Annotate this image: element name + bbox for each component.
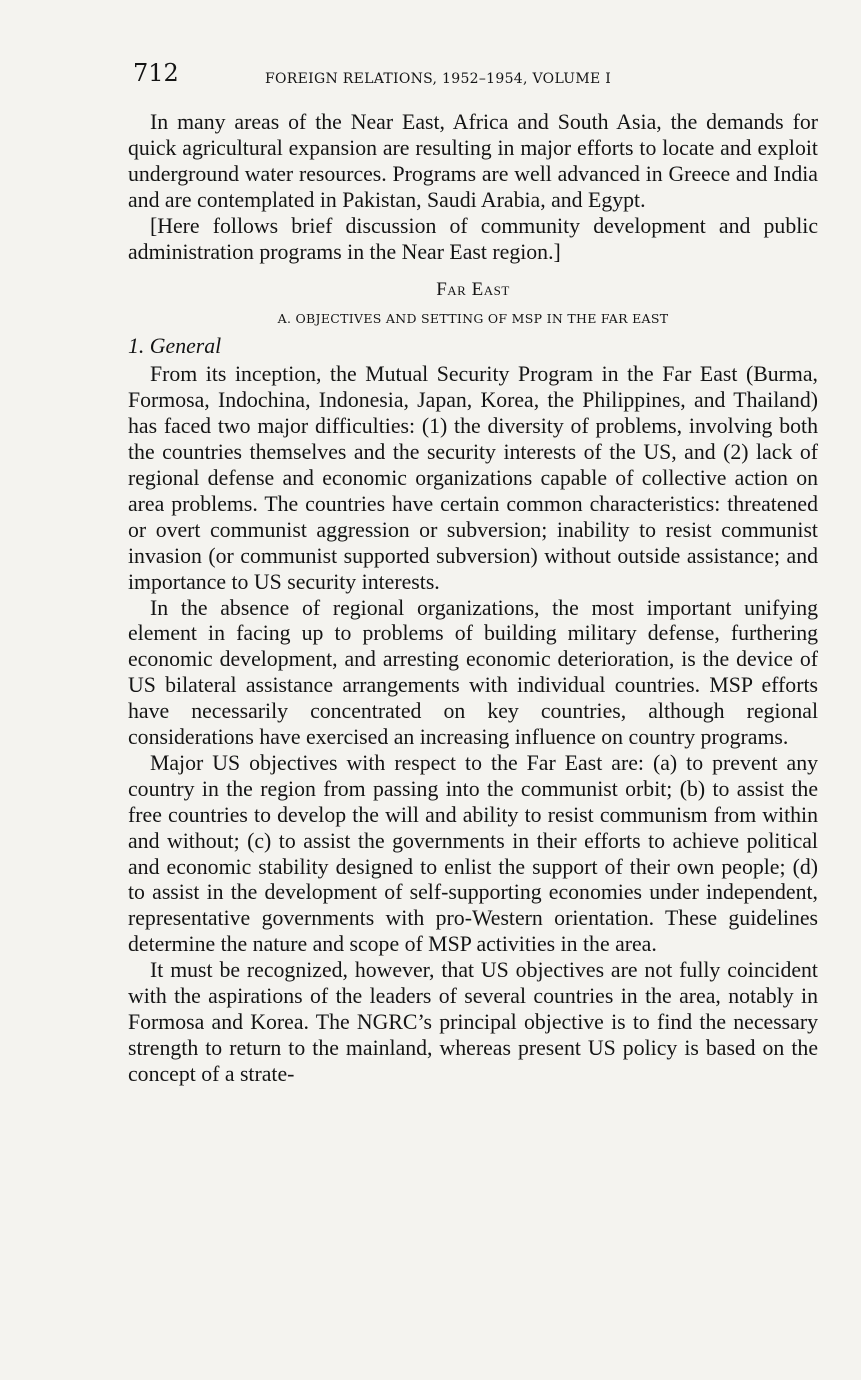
running-head: FOREIGN RELATIONS, 1952–1954, VOLUME I <box>265 71 612 87</box>
subsection-heading: 1. General <box>128 334 222 359</box>
paragraph: Major US objectives with respect to the Far East are: (a) to prevent any country in the region from passing into the communist orbit; (b) to assist the free countries to develop the will and ability to resist communism from within and without; (c) to assist the governments in their efforts to achieve political and economic stability designed to enlist the support of their own people; (d) to assist in the development of self-supporting economies under independent, representative governments with pro-Western orientation. These guidelines determine the nature and scope of MSP activities in the area. <box>128 750 818 957</box>
page-body <box>128 110 818 1088</box>
page-header <box>133 58 823 92</box>
section-title: Far East <box>436 279 510 301</box>
paragraph: It must be recognized, however, that US objectives are not fully coincident with the aspirations of the leaders of several countries in the area, notably in Formosa and Korea. The NGRC’s principal objective is to find the necessary strength to return to the mainland, whereas present US policy is based on the concept of a strate- <box>128 958 818 1086</box>
paragraph: From its inception, the Mutual Security Program in the Far East (Burma, Formosa, Indochina, Indonesia, Japan, Korea, the Philippines, and Thailand) has faced two major difficulties: (1) the diversity of problems, involving both the countries themselves and the security interests of the US, and (2) lack of regional defense and economic organizations capable of collective action on area problems. The countries have certain common characteristics: threatened or overt communist aggression or subversion; inability to resist communist invasion (or communist supported subversion) without outside assistance; and importance to US security interests. <box>128 362 818 594</box>
paragraph: In many areas of the Near East, Africa and South Asia, the demands for quick agricultural expansion are resulting in major efforts to locate and exploit underground water resources. Programs are well advanced in Greece and India and are contemplated in Pakistan, Saudi Arabia, and Egypt. <box>128 110 818 212</box>
section-subtitle: A. OBJECTIVES AND SETTING OF MSP IN THE FAR EAST <box>277 311 669 327</box>
page-number: 712 <box>133 59 179 87</box>
paragraph: [Here follows brief discussion of community development and public administration programs in the Near East region.] <box>128 213 818 264</box>
paragraph: In the absence of regional organizations, the most important unifying element in facing up to problems of building military defense, furthering economic development, and arresting economic deterioration, is the device of US bilateral assistance arrangements with individual countries. MSP efforts have necessarily concentrated on key countries, although regional considerations have exercised an increasing influence on country programs. <box>128 595 818 750</box>
